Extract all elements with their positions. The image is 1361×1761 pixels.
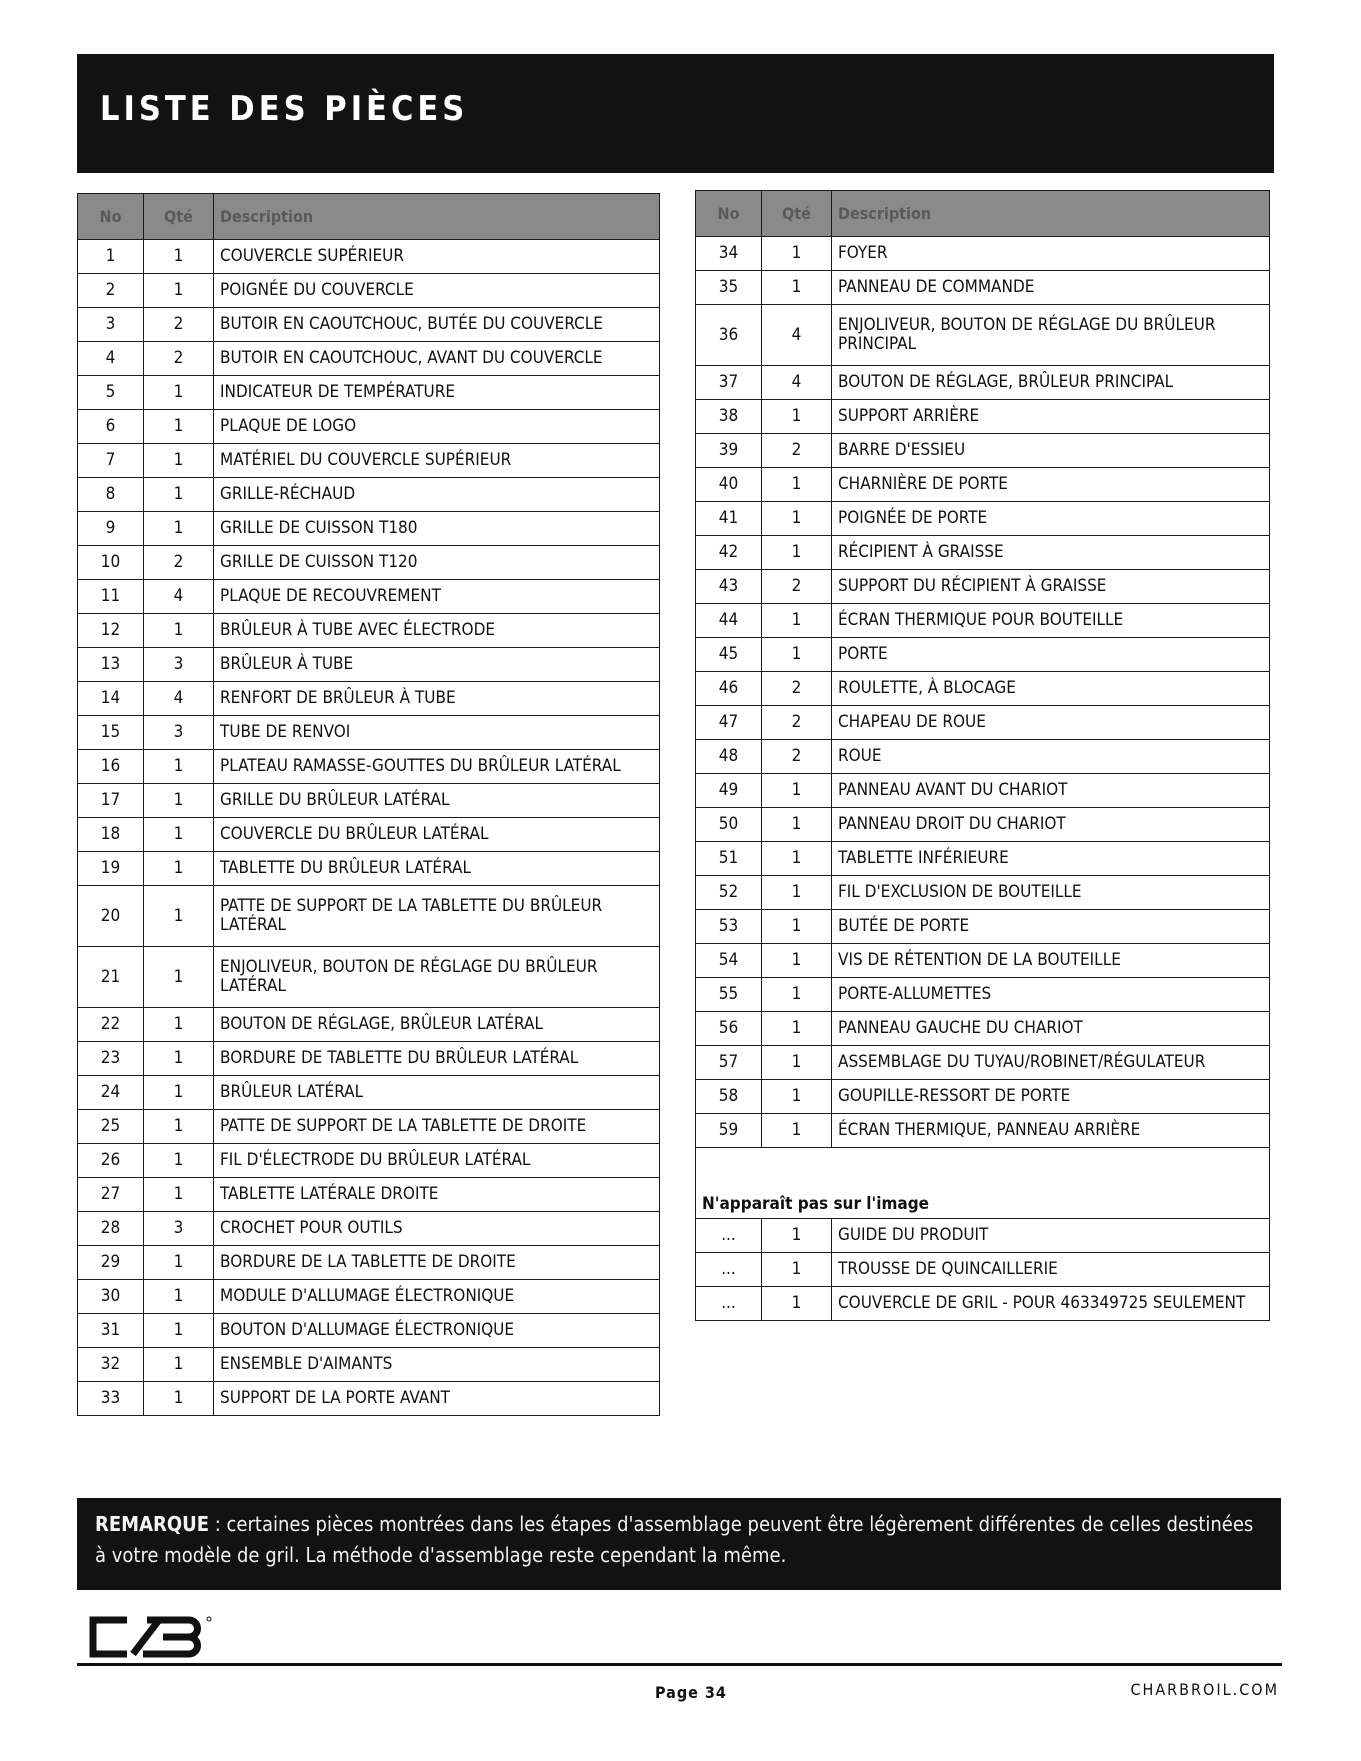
table-row	[78, 648, 660, 682]
table-row	[696, 706, 1270, 740]
part-quantity: 3	[144, 716, 214, 750]
note-text: : certaines pièces montrées dans les étapes d'assemblage peuvent être légèrement différentes de celles destinées à votre modèle de gril. La méthode d'assemblage reste cependant la même.	[95, 1512, 1254, 1567]
part-quantity: 2	[144, 342, 214, 376]
part-quantity: 1	[144, 947, 214, 1008]
part-quantity: 4	[144, 580, 214, 614]
part-quantity: 1	[762, 1287, 832, 1321]
not-shown-row	[696, 1148, 1270, 1219]
table-row	[696, 1046, 1270, 1080]
table-row	[696, 876, 1270, 910]
part-description: CHARNIÈRE DE PORTE	[832, 468, 1270, 502]
part-number: 4	[78, 342, 144, 376]
part-description: PATTE DE SUPPORT DE LA TABLETTE DE DROITE	[214, 1110, 660, 1144]
part-quantity: 1	[144, 1246, 214, 1280]
part-description: PATTE DE SUPPORT DE LA TABLETTE DU BRÛLEUR LATÉRAL	[214, 886, 660, 947]
part-number: 3	[78, 308, 144, 342]
table-row	[696, 774, 1270, 808]
table-row	[78, 1110, 660, 1144]
part-description: FOYER	[832, 237, 1270, 271]
table-row	[696, 808, 1270, 842]
part-number: 28	[78, 1212, 144, 1246]
part-number: 15	[78, 716, 144, 750]
part-number: 17	[78, 784, 144, 818]
part-description: BRÛLEUR LATÉRAL	[214, 1076, 660, 1110]
part-description: PANNEAU AVANT DU CHARIOT	[832, 774, 1270, 808]
table-row	[78, 852, 660, 886]
part-number: 11	[78, 580, 144, 614]
table-header-row	[78, 194, 660, 240]
part-number: 34	[696, 237, 762, 271]
table-row	[78, 1076, 660, 1110]
part-quantity: 1	[762, 237, 832, 271]
part-number: 12	[78, 614, 144, 648]
part-quantity: 2	[762, 706, 832, 740]
part-description: CHAPEAU DE ROUE	[832, 706, 1270, 740]
part-number: 44	[696, 604, 762, 638]
part-quantity: 3	[144, 1212, 214, 1246]
table-row	[696, 842, 1270, 876]
part-quantity: 1	[144, 1314, 214, 1348]
table-row	[78, 240, 660, 274]
part-quantity: 1	[762, 774, 832, 808]
part-number: 26	[78, 1144, 144, 1178]
part-quantity: 1	[144, 512, 214, 546]
table-row	[696, 536, 1270, 570]
parts-table-left	[77, 193, 660, 1416]
part-number: 47	[696, 706, 762, 740]
website-link[interactable]: CHARBROIL.COM	[1130, 1680, 1279, 1699]
table-row	[78, 410, 660, 444]
table-row	[696, 434, 1270, 468]
part-description: PORTE	[832, 638, 1270, 672]
part-description: BRÛLEUR À TUBE	[214, 648, 660, 682]
table-row	[78, 376, 660, 410]
part-number: 46	[696, 672, 762, 706]
part-quantity: 1	[144, 478, 214, 512]
header-qty: Qté	[762, 191, 832, 237]
part-description: BARRE D'ESSIEU	[832, 434, 1270, 468]
part-quantity: 1	[762, 1219, 832, 1253]
part-description: ENJOLIVEUR, BOUTON DE RÉGLAGE DU BRÛLEUR PRINCIPAL	[832, 305, 1270, 366]
part-quantity: 1	[762, 978, 832, 1012]
table-row	[78, 308, 660, 342]
page-title: LISTE DES PIÈCES	[100, 89, 469, 129]
part-description: TUBE DE RENVOI	[214, 716, 660, 750]
part-number: 16	[78, 750, 144, 784]
table-header-row	[696, 191, 1270, 237]
part-number: 41	[696, 502, 762, 536]
part-description: PLATEAU RAMASSE-GOUTTES DU BRÛLEUR LATÉRAL	[214, 750, 660, 784]
table-row	[696, 1253, 1270, 1287]
part-number: ...	[696, 1219, 762, 1253]
part-quantity: 2	[762, 672, 832, 706]
part-description: ROULETTE, À BLOCAGE	[832, 672, 1270, 706]
table-row	[696, 1287, 1270, 1321]
table-row	[78, 1144, 660, 1178]
part-quantity: 1	[144, 852, 214, 886]
table-row	[78, 1314, 660, 1348]
part-description: ENSEMBLE D'AIMANTS	[214, 1348, 660, 1382]
part-description: ASSEMBLAGE DU TUYAU/ROBINET/RÉGULATEUR	[832, 1046, 1270, 1080]
part-number: 49	[696, 774, 762, 808]
part-quantity: 1	[144, 444, 214, 478]
table-row	[78, 784, 660, 818]
part-description: CROCHET POUR OUTILS	[214, 1212, 660, 1246]
part-number: 1	[78, 240, 144, 274]
table-row	[78, 478, 660, 512]
part-number: 37	[696, 366, 762, 400]
table-row	[78, 947, 660, 1008]
part-description: GRILLE DE CUISSON T120	[214, 546, 660, 580]
part-description: TABLETTE DU BRÛLEUR LATÉRAL	[214, 852, 660, 886]
part-number: 33	[78, 1382, 144, 1416]
part-number: 19	[78, 852, 144, 886]
part-quantity: 1	[762, 842, 832, 876]
part-quantity: 1	[762, 944, 832, 978]
part-description: POIGNÉE DE PORTE	[832, 502, 1270, 536]
part-quantity: 1	[762, 1114, 832, 1148]
part-description: COUVERCLE DE GRIL - POUR 463349725 SEULEMENT	[832, 1287, 1270, 1321]
part-description: GRILLE-RÉCHAUD	[214, 478, 660, 512]
part-number: ...	[696, 1287, 762, 1321]
table-row	[78, 1212, 660, 1246]
table-row	[696, 400, 1270, 434]
part-description: ROUE	[832, 740, 1270, 774]
table-row	[78, 1382, 660, 1416]
table-row	[696, 978, 1270, 1012]
part-description: PANNEAU DROIT DU CHARIOT	[832, 808, 1270, 842]
part-quantity: 1	[144, 750, 214, 784]
part-description: PANNEAU DE COMMANDE	[832, 271, 1270, 305]
part-quantity: 1	[144, 886, 214, 947]
table-row	[78, 444, 660, 478]
part-description: COUVERCLE SUPÉRIEUR	[214, 240, 660, 274]
part-number: 21	[78, 947, 144, 1008]
part-number: 32	[78, 1348, 144, 1382]
part-quantity: 4	[762, 305, 832, 366]
part-number: 29	[78, 1246, 144, 1280]
part-quantity: 1	[144, 1280, 214, 1314]
part-number: 56	[696, 1012, 762, 1046]
part-number: 23	[78, 1042, 144, 1076]
part-number: 10	[78, 546, 144, 580]
part-quantity: 1	[762, 876, 832, 910]
part-quantity: 1	[762, 1080, 832, 1114]
part-quantity: 1	[762, 400, 832, 434]
part-quantity: 1	[144, 376, 214, 410]
part-number: 39	[696, 434, 762, 468]
part-number: 48	[696, 740, 762, 774]
table-row	[696, 1012, 1270, 1046]
not-shown-label: N'apparaît pas sur l'image	[696, 1148, 1270, 1219]
part-number: 57	[696, 1046, 762, 1080]
table-row	[78, 750, 660, 784]
part-description: BUTOIR EN CAOUTCHOUC, BUTÉE DU COUVERCLE	[214, 308, 660, 342]
parts-table-right	[695, 190, 1270, 1321]
table-row	[78, 546, 660, 580]
part-description: PLAQUE DE LOGO	[214, 410, 660, 444]
table-row	[78, 274, 660, 308]
part-number: 35	[696, 271, 762, 305]
part-number: 13	[78, 648, 144, 682]
part-description: GUIDE DU PRODUIT	[832, 1219, 1270, 1253]
charbroil-logo-icon	[85, 1612, 220, 1662]
part-description: INDICATEUR DE TEMPÉRATURE	[214, 376, 660, 410]
part-number: 7	[78, 444, 144, 478]
part-quantity: 2	[144, 308, 214, 342]
part-description: FIL D'ÉLECTRODE DU BRÛLEUR LATÉRAL	[214, 1144, 660, 1178]
part-description: SUPPORT DU RÉCIPIENT À GRAISSE	[832, 570, 1270, 604]
part-quantity: 1	[144, 240, 214, 274]
part-number: ...	[696, 1253, 762, 1287]
table-row	[696, 1219, 1270, 1253]
table-row	[78, 1042, 660, 1076]
part-quantity: 1	[144, 614, 214, 648]
part-quantity: 1	[144, 1348, 214, 1382]
part-quantity: 1	[762, 1253, 832, 1287]
part-quantity: 1	[144, 1076, 214, 1110]
part-quantity: 1	[144, 1382, 214, 1416]
part-description: GRILLE DU BRÛLEUR LATÉRAL	[214, 784, 660, 818]
table-row	[696, 672, 1270, 706]
table-row	[696, 604, 1270, 638]
part-quantity: 1	[144, 1008, 214, 1042]
part-description: TABLETTE INFÉRIEURE	[832, 842, 1270, 876]
table-row	[696, 1080, 1270, 1114]
part-description: MATÉRIEL DU COUVERCLE SUPÉRIEUR	[214, 444, 660, 478]
part-description: ÉCRAN THERMIQUE POUR BOUTEILLE	[832, 604, 1270, 638]
part-description: COUVERCLE DU BRÛLEUR LATÉRAL	[214, 818, 660, 852]
table-row	[78, 682, 660, 716]
part-quantity: 4	[762, 366, 832, 400]
part-description: PLAQUE DE RECOUVREMENT	[214, 580, 660, 614]
part-number: 54	[696, 944, 762, 978]
part-description: SUPPORT ARRIÈRE	[832, 400, 1270, 434]
part-quantity: 1	[144, 1042, 214, 1076]
table-row	[78, 1008, 660, 1042]
part-description: ÉCRAN THERMIQUE, PANNEAU ARRIÈRE	[832, 1114, 1270, 1148]
part-quantity: 1	[762, 502, 832, 536]
table-row	[78, 1348, 660, 1382]
part-number: 42	[696, 536, 762, 570]
part-description: BRÛLEUR À TUBE AVEC ÉLECTRODE	[214, 614, 660, 648]
part-description: BUTÉE DE PORTE	[832, 910, 1270, 944]
part-number: 58	[696, 1080, 762, 1114]
part-quantity: 1	[144, 274, 214, 308]
part-number: 36	[696, 305, 762, 366]
part-quantity: 1	[762, 808, 832, 842]
part-description: GRILLE DE CUISSON T180	[214, 512, 660, 546]
part-number: 40	[696, 468, 762, 502]
header-qty: Qté	[144, 194, 214, 240]
part-quantity: 1	[762, 910, 832, 944]
table-row	[78, 818, 660, 852]
part-number: 6	[78, 410, 144, 444]
part-number: 25	[78, 1110, 144, 1144]
part-number: 20	[78, 886, 144, 947]
part-number: 22	[78, 1008, 144, 1042]
part-number: 18	[78, 818, 144, 852]
part-number: 55	[696, 978, 762, 1012]
header-num: No	[78, 194, 144, 240]
part-quantity: 1	[144, 1178, 214, 1212]
part-description: PORTE-ALLUMETTES	[832, 978, 1270, 1012]
part-quantity: 1	[762, 271, 832, 305]
footer-rule	[77, 1663, 1282, 1666]
part-number: 8	[78, 478, 144, 512]
part-description: SUPPORT DE LA PORTE AVANT	[214, 1382, 660, 1416]
table-row	[78, 342, 660, 376]
part-number: 9	[78, 512, 144, 546]
table-row	[696, 1114, 1270, 1148]
table-row	[78, 512, 660, 546]
part-number: 53	[696, 910, 762, 944]
part-number: 52	[696, 876, 762, 910]
part-description: RÉCIPIENT À GRAISSE	[832, 536, 1270, 570]
part-quantity: 1	[144, 1144, 214, 1178]
part-quantity: 1	[144, 410, 214, 444]
part-quantity: 1	[762, 638, 832, 672]
part-quantity: 1	[144, 818, 214, 852]
part-number: 14	[78, 682, 144, 716]
table-row	[696, 570, 1270, 604]
part-quantity: 2	[144, 546, 214, 580]
table-row	[78, 886, 660, 947]
part-quantity: 1	[762, 1012, 832, 1046]
part-description: BOUTON D'ALLUMAGE ÉLECTRONIQUE	[214, 1314, 660, 1348]
table-row	[696, 271, 1270, 305]
part-number: 38	[696, 400, 762, 434]
part-description: VIS DE RÉTENTION DE LA BOUTEILLE	[832, 944, 1270, 978]
part-description: TABLETTE LATÉRALE DROITE	[214, 1178, 660, 1212]
part-description: RENFORT DE BRÛLEUR À TUBE	[214, 682, 660, 716]
part-description: FIL D'EXCLUSION DE BOUTEILLE	[832, 876, 1270, 910]
part-description: BUTOIR EN CAOUTCHOUC, AVANT DU COUVERCLE	[214, 342, 660, 376]
part-number: 59	[696, 1114, 762, 1148]
part-number: 51	[696, 842, 762, 876]
part-number: 5	[78, 376, 144, 410]
part-quantity: 1	[762, 536, 832, 570]
part-number: 2	[78, 274, 144, 308]
part-number: 50	[696, 808, 762, 842]
table-row	[696, 502, 1270, 536]
table-row	[78, 716, 660, 750]
part-quantity: 1	[762, 468, 832, 502]
part-number: 31	[78, 1314, 144, 1348]
part-description: TROUSSE DE QUINCAILLERIE	[832, 1253, 1270, 1287]
part-quantity: 2	[762, 570, 832, 604]
part-quantity: 2	[762, 740, 832, 774]
table-row	[696, 944, 1270, 978]
table-row	[78, 1280, 660, 1314]
part-description: BOUTON DE RÉGLAGE, BRÛLEUR LATÉRAL	[214, 1008, 660, 1042]
table-row	[78, 580, 660, 614]
part-description: BORDURE DE LA TABLETTE DE DROITE	[214, 1246, 660, 1280]
table-row	[696, 305, 1270, 366]
part-quantity: 3	[144, 648, 214, 682]
part-description: POIGNÉE DU COUVERCLE	[214, 274, 660, 308]
table-row	[696, 237, 1270, 271]
part-quantity: 4	[144, 682, 214, 716]
part-number: 30	[78, 1280, 144, 1314]
part-number: 24	[78, 1076, 144, 1110]
table-row	[78, 1178, 660, 1212]
part-quantity: 1	[762, 604, 832, 638]
part-number: 43	[696, 570, 762, 604]
table-row	[696, 638, 1270, 672]
header-desc: Description	[214, 194, 660, 240]
part-number: 27	[78, 1178, 144, 1212]
part-description: BORDURE DE TABLETTE DU BRÛLEUR LATÉRAL	[214, 1042, 660, 1076]
note-box	[77, 1498, 1281, 1590]
part-quantity: 2	[762, 434, 832, 468]
table-row	[696, 366, 1270, 400]
note-label: REMARQUE	[95, 1512, 210, 1536]
table-row	[696, 910, 1270, 944]
page-number: Page 34	[655, 1683, 727, 1702]
part-description: MODULE D'ALLUMAGE ÉLECTRONIQUE	[214, 1280, 660, 1314]
header-num: No	[696, 191, 762, 237]
part-description: ENJOLIVEUR, BOUTON DE RÉGLAGE DU BRÛLEUR LATÉRAL	[214, 947, 660, 1008]
table-row	[696, 468, 1270, 502]
part-quantity: 1	[144, 1110, 214, 1144]
part-description: GOUPILLE-RESSORT DE PORTE	[832, 1080, 1270, 1114]
part-description: BOUTON DE RÉGLAGE, BRÛLEUR PRINCIPAL	[832, 366, 1270, 400]
table-row	[78, 614, 660, 648]
part-quantity: 1	[762, 1046, 832, 1080]
table-row	[696, 740, 1270, 774]
part-quantity: 1	[144, 784, 214, 818]
header-desc: Description	[832, 191, 1270, 237]
table-row	[78, 1246, 660, 1280]
part-description: PANNEAU GAUCHE DU CHARIOT	[832, 1012, 1270, 1046]
part-number: 45	[696, 638, 762, 672]
